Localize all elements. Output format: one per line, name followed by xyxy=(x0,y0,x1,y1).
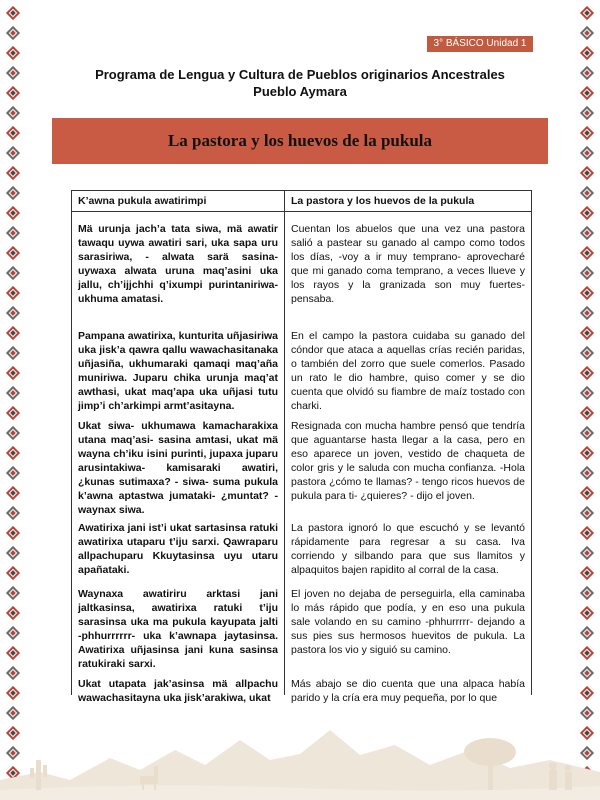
aymara-paragraph: Ukat utapata jak’asinsa mä allpachu wawachasitayna uka jisk’arakiwa, ukat xyxy=(78,678,278,704)
border-motif xyxy=(580,326,594,340)
border-motif xyxy=(580,506,594,520)
aymara-paragraph: Awatirixa jani ist’i ukat sartasinsa ratuki awatirixa utaparu t’iju sarxi. Qawraparu allpachuparu Kkuytasinsa uyu utaru apañataki. xyxy=(78,522,278,576)
border-motif xyxy=(6,486,20,500)
aymara-paragraph: Mä urunja jach’a tata siwa, mä awatir tawaqu uywa awatiri sari, uka sapa uru sarasiriwa, - alwata sarä sasina- uywaxa alwata uruna maq’asini uka jallu, ch’ijjchhi q’ixumpi purintaniriwa- ukhuma amatasi. xyxy=(78,223,278,305)
border-motif xyxy=(6,286,20,300)
aymara-column xyxy=(72,191,285,704)
story-title: La pastora y los huevos de la pukula xyxy=(167,131,433,150)
border-motif xyxy=(580,106,594,120)
border-motif xyxy=(6,326,20,340)
border-motif xyxy=(6,246,20,260)
spanish-paragraph: La pastora ignoró lo que escuchó y se levantó rápidamente para regresar a su casa. Iva corriendo y silbando para que sus llamitos y alpaquitos bajen rapidito al corral de la casa. xyxy=(291,522,525,576)
border-motif xyxy=(580,246,594,260)
spanish-paragraph: Resignada con mucha hambre pensó que tendría que aguantarse hasta llegar a la casa, pero en eso aparece un joven, vestido de chaqueta de color gris y le saluda con mucha confianza. -Hola pastora ¿cómo te llamas? - tengo ricos huevos de pukula para ti- ¿quieres? - dijo el joven. xyxy=(291,420,525,502)
aymara-column-header: K’awna pukula awatirimpi xyxy=(72,191,284,212)
border-motif xyxy=(6,226,20,240)
border-motif xyxy=(6,566,20,580)
border-motif xyxy=(6,126,20,140)
border-motif xyxy=(580,266,594,280)
border-motif xyxy=(6,346,20,360)
border-motif xyxy=(6,26,20,40)
landscape-silhouette xyxy=(0,710,600,800)
border-motif xyxy=(580,366,594,380)
left-decorative-border xyxy=(4,0,22,800)
border-motif xyxy=(6,606,20,620)
border-motif xyxy=(6,526,20,540)
border-motif xyxy=(580,566,594,580)
spanish-paragraph: Más abajo se dio cuenta que una alpaca había parido y la cría era muy pequeña, por lo que xyxy=(291,678,525,704)
border-motif xyxy=(580,6,594,20)
border-motif xyxy=(6,446,20,460)
border-motif xyxy=(580,486,594,500)
border-motif xyxy=(580,606,594,620)
border-motif xyxy=(580,446,594,460)
border-motif xyxy=(580,546,594,560)
border-motif xyxy=(6,666,20,680)
border-motif xyxy=(6,106,20,120)
border-motif xyxy=(580,666,594,680)
border-motif xyxy=(6,306,20,320)
border-motif xyxy=(6,186,20,200)
border-motif xyxy=(580,26,594,40)
border-motif xyxy=(6,406,20,420)
aymara-paragraph: Waynaxa awatiriru arktasi jani jaltkasinsa, awatirixa ratuki t’iju sarasinsa uka ma pukula kayupata jalti -phhurrrrrr- uka k’awnapa jaytasinsa. Awatirixa uñjasinsa jani kuna sasinsa ratukiraki sarxi. xyxy=(78,588,278,670)
border-motif xyxy=(580,646,594,660)
aymara-paragraph: Ukat siwa- ukhumawa kamacharakixa utana maq’asi- sasina amtasi, ukat mä wayna ch’iku isini purinti, jupaxa juparu arusintakiwa- kamisaraki awatiri, ¿kunas sutimaxa? - siwa- suma pukula k’awna aptastwa jumataki- ¿muntat? - waynax siwa. xyxy=(78,420,278,516)
border-motif xyxy=(6,466,20,480)
people-subtitle: Pueblo Aymara xyxy=(253,84,347,99)
border-motif xyxy=(580,406,594,420)
border-motif xyxy=(6,66,20,80)
border-motif xyxy=(6,6,20,20)
spanish-paragraph: El joven no dejaba de perseguirla, ella caminaba lo más rápido que podía, y en eso una pukula sale volando en su camino -phhurrrrr- dejando a sus pies sus hermosos huevitos de pukula. La pastora los vio y siguió su camino. xyxy=(291,588,525,656)
border-motif xyxy=(580,166,594,180)
border-motif xyxy=(6,626,20,640)
border-motif xyxy=(580,66,594,80)
grade-unit-badge: 3° BÁSICO Unidad 1 xyxy=(427,36,533,52)
border-motif xyxy=(6,86,20,100)
border-motif xyxy=(580,146,594,160)
spanish-paragraph: En el campo la pastora cuidaba su ganado del cóndor que ataca a aquellas crías recién paridas, o también del zorro que suele comerlos. Pasado un rato le dio hambre, quiso comer y se dio cuenta que olvidó su fiambre de maíz tostado con charki. xyxy=(291,330,525,412)
border-motif xyxy=(580,346,594,360)
border-motif xyxy=(6,426,20,440)
border-motif xyxy=(580,466,594,480)
spanish-column-header: La pastora y los huevos de la pukula xyxy=(285,191,531,212)
border-motif xyxy=(6,506,20,520)
border-motif xyxy=(6,366,20,380)
border-motif xyxy=(580,586,594,600)
border-motif xyxy=(6,266,20,280)
title-banner xyxy=(52,118,548,164)
border-motif xyxy=(580,306,594,320)
border-motif xyxy=(6,586,20,600)
border-motif xyxy=(6,546,20,560)
border-motif xyxy=(580,206,594,220)
program-title: Programa de Lengua y Cultura de Pueblos originarios Ancestrales xyxy=(95,67,505,82)
border-motif xyxy=(6,686,20,700)
border-motif xyxy=(6,646,20,660)
border-motif xyxy=(580,186,594,200)
border-motif xyxy=(580,386,594,400)
border-motif xyxy=(580,226,594,240)
border-motif xyxy=(580,126,594,140)
border-motif xyxy=(580,426,594,440)
border-motif xyxy=(6,386,20,400)
border-motif xyxy=(6,146,20,160)
bilingual-text-table xyxy=(71,190,532,704)
border-motif xyxy=(580,686,594,700)
border-motif xyxy=(580,46,594,60)
border-motif xyxy=(6,166,20,180)
border-motif xyxy=(580,526,594,540)
spanish-column xyxy=(285,191,531,704)
program-header xyxy=(40,66,560,100)
border-motif xyxy=(6,46,20,60)
border-motif xyxy=(580,286,594,300)
border-motif xyxy=(580,86,594,100)
right-decorative-border xyxy=(578,0,596,800)
border-motif xyxy=(580,626,594,640)
border-motif xyxy=(6,206,20,220)
aymara-paragraph: Pampana awatirixa, kunturita uñjasiriwa uka jisk’a qawra qallu wawachasitanaka uñjasiña, ukhumaraki qamaqi maq’aña muniriwa. Juparu chika urunja maq’at awthasi, ukat maq’apa uka uñjasi tutu jimp’i ch’arkimpi armt’asitayna. xyxy=(78,330,278,412)
spanish-paragraph: Cuentan los abuelos que una vez una pastora salió a pastear su ganado al campo como todos los días, -voy a ir muy temprano- aprovecharé que mi ganado coma temprano, a veces llueve y los rayos y la granizada son muy fuertes- pensaba. xyxy=(291,223,525,305)
